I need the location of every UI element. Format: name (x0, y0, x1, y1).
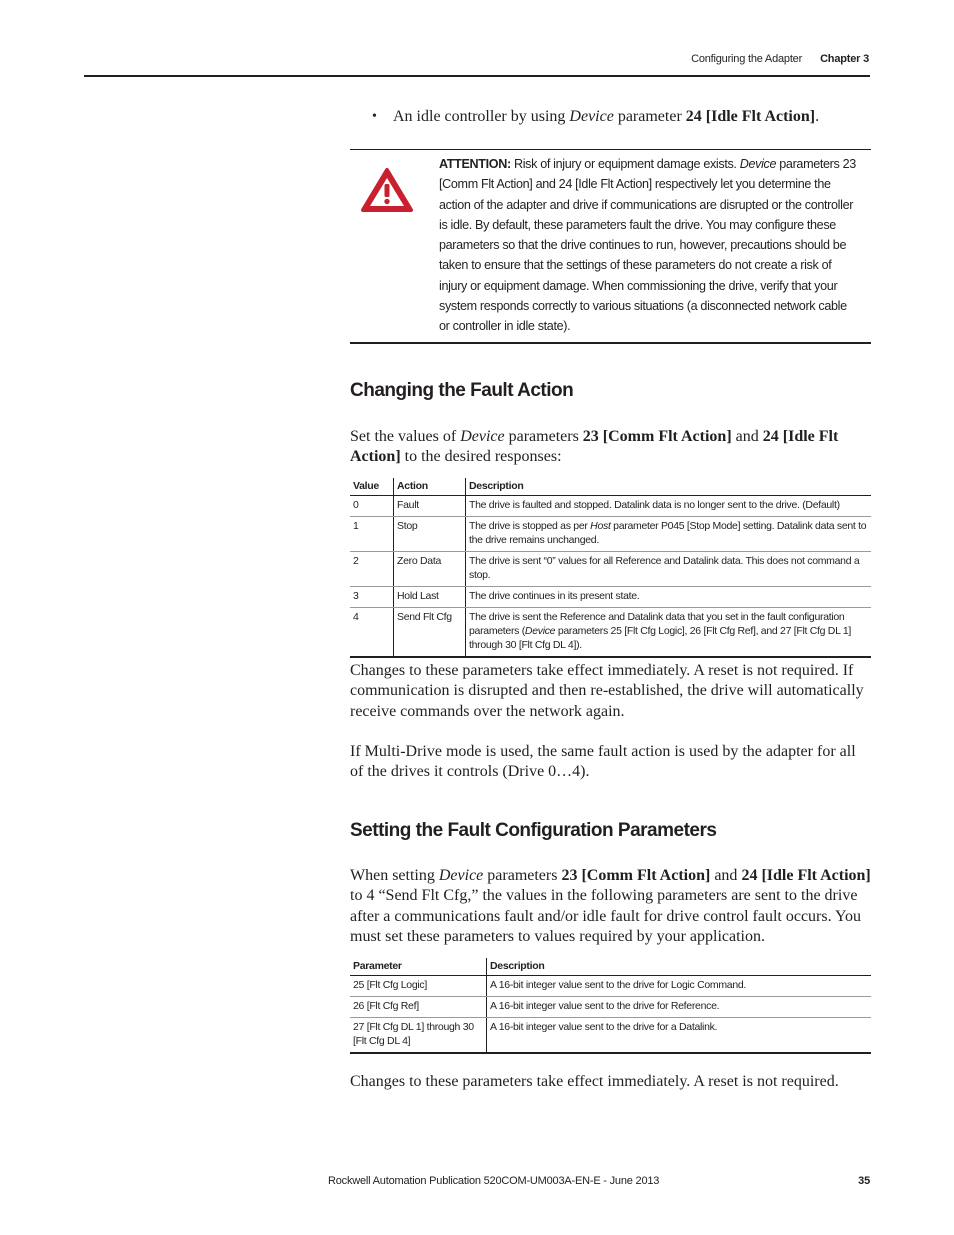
table-header-row (350, 958, 871, 976)
attention-box (350, 149, 871, 344)
header-rule (84, 75, 870, 77)
section-heading-changing-fault-action: Changing the Fault Action (350, 380, 574, 401)
table-row: 26 [Flt Cfg Ref] A 16-bit integer value sent to the drive for Reference. (350, 997, 871, 1018)
table-row: 4 Send Flt Cfg The drive is sent the Reference and Datalink data that you set in the fault configuration parameters (Device parameters 25 [Flt Cfg Logic], 26 [Flt Cfg Ref], and 27 [Flt Cfg DL 1] through 30 [Flt Cfg DL 4]). (350, 608, 871, 658)
section-heading-fault-config-params: Setting the Fault Configuration Parameters (350, 820, 717, 841)
page-number: 35 (858, 1175, 870, 1187)
column-header-parameter: Parameter (350, 958, 487, 976)
table-row: 1 Stop The drive is stopped as per Host parameter P045 [Stop Mode] setting. Datalink data sent to the drive remains unchanged. (350, 517, 871, 552)
header-section: Configuring the Adapter (691, 53, 803, 65)
table-row: 3 Hold Last The drive continues in its present state. (350, 587, 871, 608)
running-header (691, 53, 869, 65)
table-row: 2 Zero Data The drive is sent “0” values for all Reference and Datalink data. This does not command a stop. (350, 552, 871, 587)
column-header-description: Description (487, 958, 872, 976)
bullet-text: An idle controller by using Device parameter 24 [Idle Flt Action]. (393, 108, 820, 125)
section2-intro: When setting Device parameters 23 [Comm Flt Action] and 24 [Idle Flt Action] to 4 “Send Flt Cfg,” the values in the following parameters are sent to the drive after a communications fault and/or idle fault for drive control fault occurs. You must set these parameters to values required by your application. (350, 867, 871, 945)
column-header-action: Action (394, 478, 466, 496)
bullet-dot: • (372, 109, 377, 124)
section2-paragraph: Changes to these parameters take effect immediately. A reset is not required. (350, 1073, 839, 1090)
table-header-row (350, 478, 871, 496)
table-row: 25 [Flt Cfg Logic] A 16-bit integer value sent to the drive for Logic Command. (350, 976, 871, 997)
table-row: 27 [Flt Cfg DL 1] through 30 [Flt Cfg DL 4] A 16-bit integer value sent to the drive for a Datalink. (350, 1018, 871, 1054)
section1-intro: Set the values of Device parameters 23 [Comm Flt Action] and 24 [Idle Flt Action] to the desired responses: (350, 428, 839, 466)
fault-config-table (350, 958, 871, 1054)
fault-action-table (350, 478, 871, 658)
section1-paragraph-2: If Multi-Drive mode is used, the same fault action is used by the adapter for all of the drives it controls (Drive 0…4). (350, 743, 856, 781)
column-header-description: Description (466, 478, 872, 496)
warning-triangle-icon (360, 167, 414, 218)
section1-paragraph-1: Changes to these parameters take effect immediately. A reset is not required. If communication is disrupted and then re-established, the drive will automatically receive commands over the network again. (350, 662, 864, 720)
table-row: 0 Fault The drive is faulted and stopped. Datalink data is no longer sent to the drive. (Default) (350, 496, 871, 517)
column-header-value: Value (350, 478, 394, 496)
footer-publication: Rockwell Automation Publication 520COM-UM003A-EN-E - June 2013 (328, 1175, 660, 1187)
header-chapter: Chapter 3 (820, 53, 869, 65)
attention-text: ATTENTION: Risk of injury or equipment damage exists. Device parameters 23 [Comm Flt Action] and 24 [Idle Flt Action] respectively let you determine the action of the adapter and drive if communications are disrupted or the controller is idle. By default, these parameters fault the drive. You may configure these parameters so that the drive continues to run, however, precautions should be taken to ensure that the settings of these parameters do not create a risk of injury or equipment damage. When commissioning the drive, verify that your system responds correctly to various situations (a disconnected network cable or controller in idle state). (439, 157, 856, 334)
